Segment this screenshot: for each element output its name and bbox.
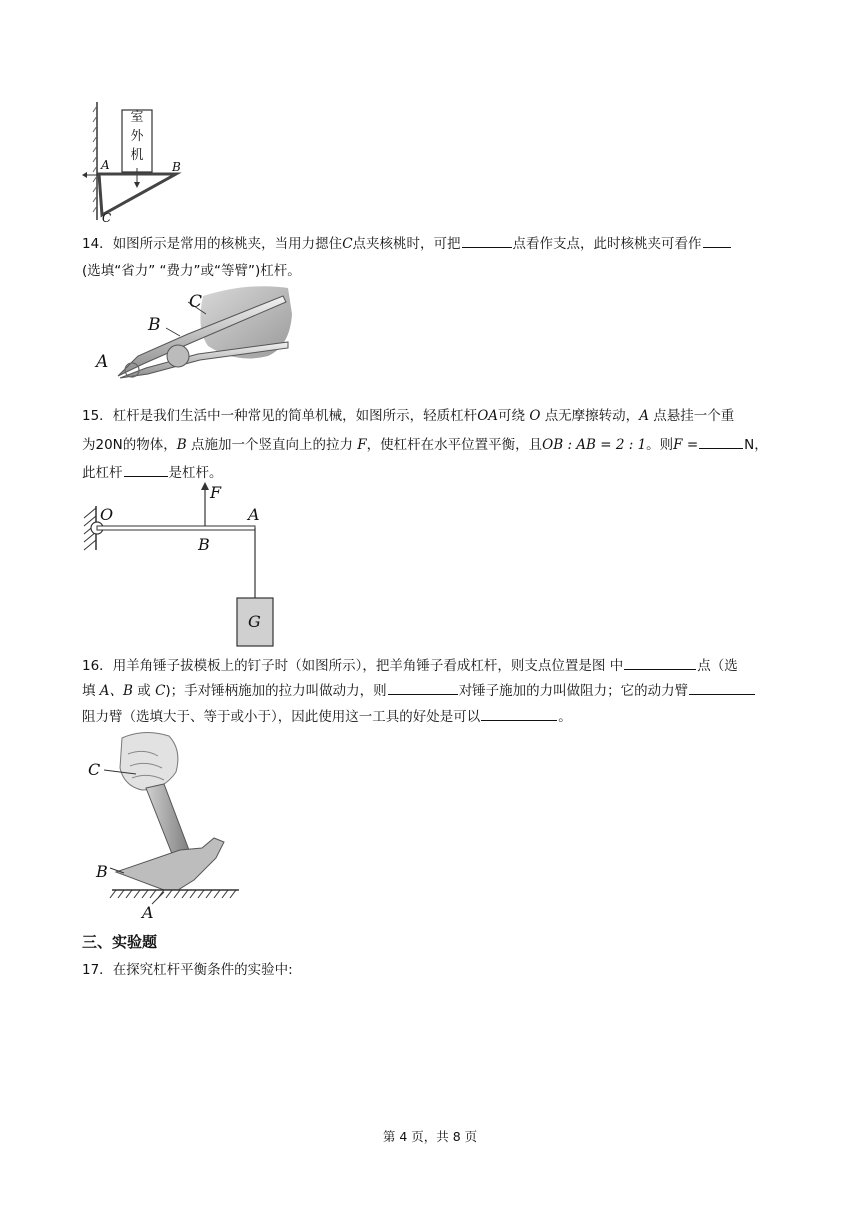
fig15-label-g: G [248, 612, 261, 631]
fig16-label-c: C [88, 760, 101, 779]
q15-line1: 15．杠杆是我们生活中一种常见的简单机械，如图所示，轻质杠杆OA可绕 O 点无摩擦转动，A 点悬挂一个重 [82, 408, 735, 424]
q17-line1: 17．在探究杠杆平衡条件的实验中: [82, 962, 293, 978]
fig13-label-c: C [102, 211, 112, 225]
ac-box-char: 机 [130, 148, 144, 163]
fig15-label-f: F [210, 483, 222, 502]
fig15-label-b: B [198, 535, 210, 554]
answer-blank[interactable] [462, 233, 512, 248]
q16-line1: 16．用羊角锤子拔模板上的钉子时（如图所示），把羊角锤子看成杠杆，则支点位置是图 中 点（选 [82, 655, 738, 676]
fig13-label-b: B [172, 160, 181, 174]
fig16-label-a: A [142, 903, 154, 922]
fig14-label-c: C [189, 292, 203, 312]
q14-line1: 14．如图所示是常用的核桃夹，当用力摁住C点夹核桃时，可把 点看作支点，此时核桃夹可看作 [82, 233, 732, 254]
answer-blank[interactable] [703, 233, 731, 248]
q16-line2: 填 A、B 或 C)；手对锤柄施加的拉力叫做动力，则 对锤子施加的力叫做阻力；它的动力臂 [82, 680, 756, 701]
ac-box-char: 外 [130, 129, 144, 144]
answer-blank[interactable] [689, 680, 755, 695]
q14-line2: (选填“省力” “费力”或“等臂”)杠杆。 [82, 263, 301, 279]
answer-blank[interactable] [481, 706, 557, 721]
ac-box-char: 室 [130, 110, 144, 125]
claw-hammer-figure [84, 730, 254, 920]
q16-line3: 阻力臂（选填大于、等于或小于），因此使用这一工具的好处是可以 。 [82, 706, 572, 727]
fig14-label-b: B [148, 315, 161, 335]
fig13-label-a: A [101, 158, 110, 172]
answer-blank[interactable] [624, 655, 696, 670]
q15-line3: 此杠杆 是杠杆。 [82, 462, 223, 483]
fig14-label-a: A [96, 352, 109, 372]
fig15-label-a: A [248, 505, 260, 524]
answer-blank[interactable] [124, 462, 168, 477]
page-footer: 第 4 页，共 8 页 [382, 1129, 478, 1144]
section-title: 三、实验题 [82, 933, 158, 951]
fig15-label-o: O [100, 505, 114, 524]
fig16-label-b: B [96, 862, 108, 881]
answer-blank[interactable] [388, 680, 458, 695]
q15-line2: 为20N的物体，B 点施加一个竖直向上的拉力 F，使杠杆在水平位置平衡，且OB : AB = 2 : 1。则F = N， [82, 434, 768, 455]
answer-blank[interactable] [699, 434, 743, 449]
